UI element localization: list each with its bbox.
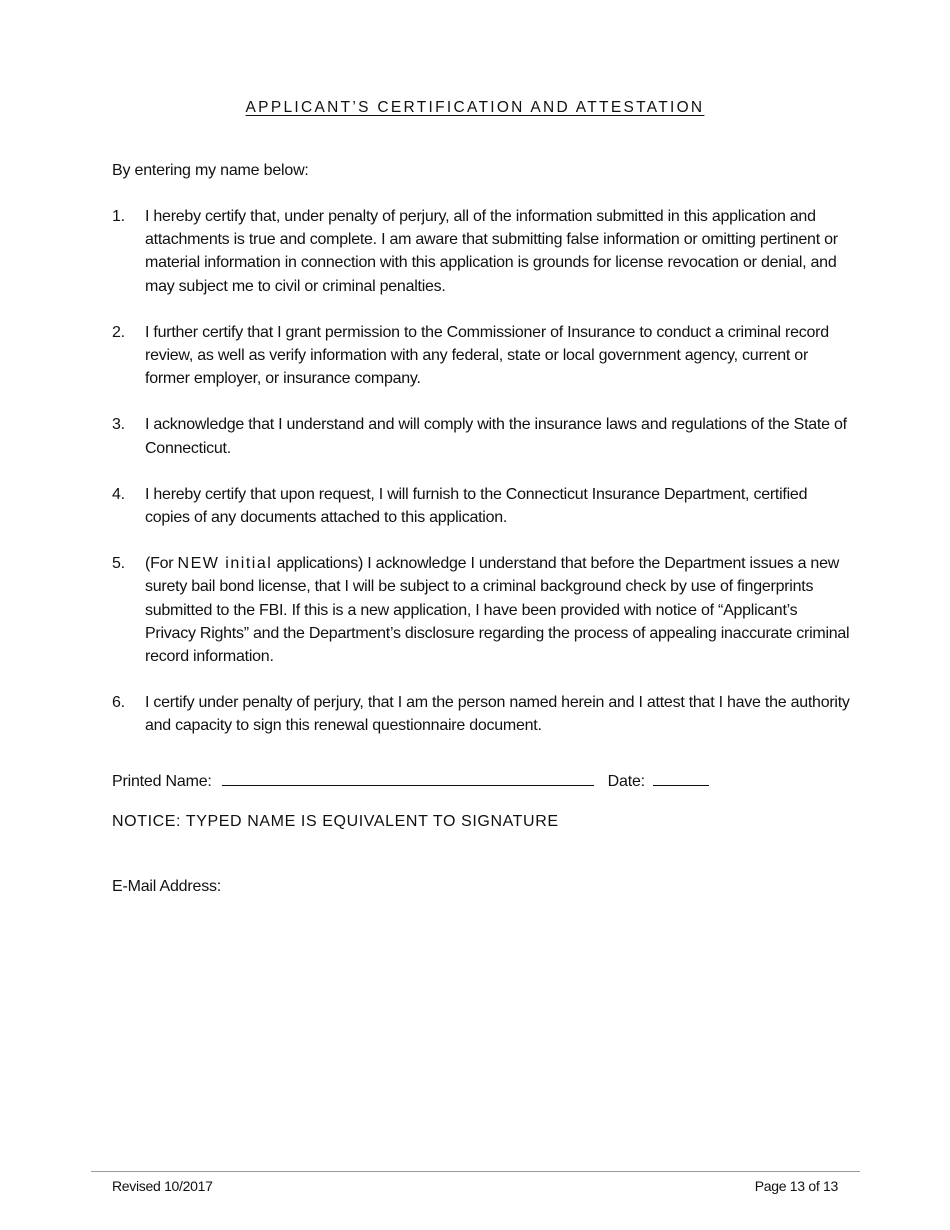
footer-divider xyxy=(91,1171,860,1172)
item-text: I hereby certify that upon request, I will furnish to the Connecticut Insurance Department, certified copies of any documents attached to this application. xyxy=(145,485,808,527)
item-number: 1. xyxy=(112,208,125,225)
page-title-text: APPLICANT’S CERTIFICATION AND ATTESTATION xyxy=(245,99,705,116)
certification-item-1 xyxy=(112,205,852,298)
certification-item-3 xyxy=(112,413,852,459)
item-number: 3. xyxy=(112,416,125,434)
intro-text: By entering my name below: xyxy=(112,162,309,179)
item-number: 2. xyxy=(112,323,125,341)
item-number: 6. xyxy=(112,694,125,712)
certification-list xyxy=(112,205,852,761)
item-emphasis: NEW initial xyxy=(177,555,273,573)
item-number: 4. xyxy=(112,485,125,503)
signature-notice: NOTICE: TYPED NAME IS EQUIVALENT TO SIGNATURE xyxy=(112,813,559,830)
item-text: I acknowledge that I understand and will comply with the insurance laws and regulations of the State of Connecticut. xyxy=(145,416,847,457)
date-field[interactable] xyxy=(653,771,709,786)
item-text: I hereby certify that, under penalty of perjury, all of the information submitted in this application and attachments is true and complete. I am aware that submitting false information or omitting pertinent or material information in connection with this application is grounds for license revocation or denial, and may subject me to civil or criminal penalties. xyxy=(145,208,838,295)
certification-item-2 xyxy=(112,321,852,391)
item-number: 5. xyxy=(112,555,125,573)
signature-row xyxy=(112,771,709,791)
item-text: I further certify that I grant permission to the Commissioner of Insurance to conduct a criminal record review, as well as verify information with any federal, state or local government agency, current or former employer, or insurance company. xyxy=(145,323,829,388)
email-address-label[interactable]: E-Mail Address: xyxy=(112,878,222,895)
certification-item-5 xyxy=(112,552,852,668)
certification-item-4 xyxy=(112,483,852,529)
page-title xyxy=(0,99,950,117)
certification-item-6 xyxy=(112,691,852,737)
printed-name-field[interactable] xyxy=(222,771,594,786)
item-text: applications) I acknowledge I understand that before the Department issues a new surety bail bond license, that I will be subject to a criminal background check by use of fingerprints submitted to the FBI. If this is a new application, I have been provided with notice of “Applicant’s Privacy Rights” and the Department’s disclosure regarding the process of appealing inaccurate criminal record information. xyxy=(145,555,850,666)
footer-page-number: Page 13 of 13 xyxy=(754,1178,838,1194)
item-text: I certify under penalty of perjury, that I am the person named herein and I attest that I have the authority and capacity to sign this renewal questionnaire document. xyxy=(145,694,850,735)
printed-name-label: Printed Name: xyxy=(112,773,212,790)
footer-revised: Revised 10/2017 xyxy=(112,1178,213,1194)
date-label: Date: xyxy=(607,773,645,790)
item-prefix: (For xyxy=(145,555,178,573)
